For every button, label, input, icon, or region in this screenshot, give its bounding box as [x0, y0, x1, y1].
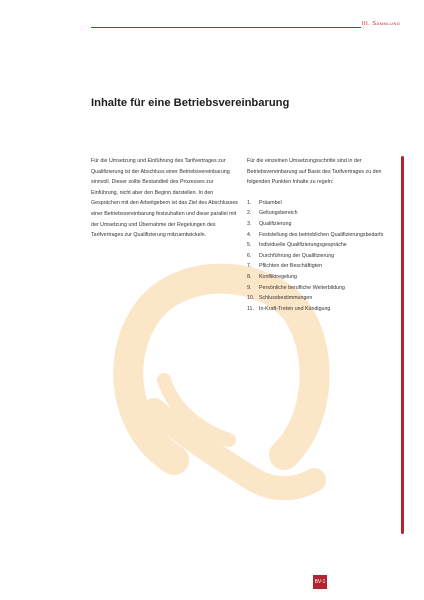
- page-title: Inhalte für eine Betriebsvereinbarung: [91, 97, 290, 109]
- page-number: BV-1: [313, 575, 327, 589]
- list-item: 1. Präambel: [247, 199, 282, 206]
- list-item: 2. Geltungsbereich: [247, 210, 298, 217]
- topics-list: [247, 198, 395, 315]
- section-label: III. Sammlung: [362, 21, 401, 27]
- intro-paragraph: Für die Umsetzung und Einführung des Tarifvertrages zur Qualifizierung ist der Abschluss einer Betriebsvereinbarung sinnvoll. Dieser sollte Bestandteil des Prozesses zur Einführung, nicht aber den Beginn darstellen. In den Gesprächen mit den Arbeitgebern ist das Ziel des Abschlusses einer Betriebsvereinbarung festzuhalten und diese parallel mit der Umsetzung und Übernahme der Regelungen des Tarifvertrages zur Qualifizierung mitzuentwickeln.: [91, 158, 238, 239]
- list-item: 6. Durchführung der Qualifizierung: [247, 252, 335, 259]
- list-item: 10. Schlussbestimmungen: [247, 295, 313, 302]
- header-rule: [91, 27, 361, 28]
- list-item: 8. Konfliktregelung: [247, 273, 297, 280]
- list-item: 9. Persönliche berufliche Weiterbildung: [247, 284, 345, 291]
- list-item: 3. Qualifizierung: [247, 220, 292, 227]
- list-item: 11. In-Kraft-Treten und Kündigung: [247, 305, 331, 312]
- list-intro: Für die einzelnen Umsetzungsschritte sind in der Betriebsvereinbarung auf Basis des Tarifvertrages zu den folgenden Punkten Inhalte zu regeln:: [247, 158, 382, 186]
- list-item: 5. Individuelle Qualifizierungsgespräche: [247, 242, 347, 249]
- side-accent-bar: [401, 156, 404, 534]
- topics-column: [247, 156, 395, 314]
- list-item: 7. Pflichten der Beschäftigten: [247, 263, 323, 270]
- list-item: 4. Feststellung des betrieblichen Qualifizierungsbedarfs: [247, 231, 384, 238]
